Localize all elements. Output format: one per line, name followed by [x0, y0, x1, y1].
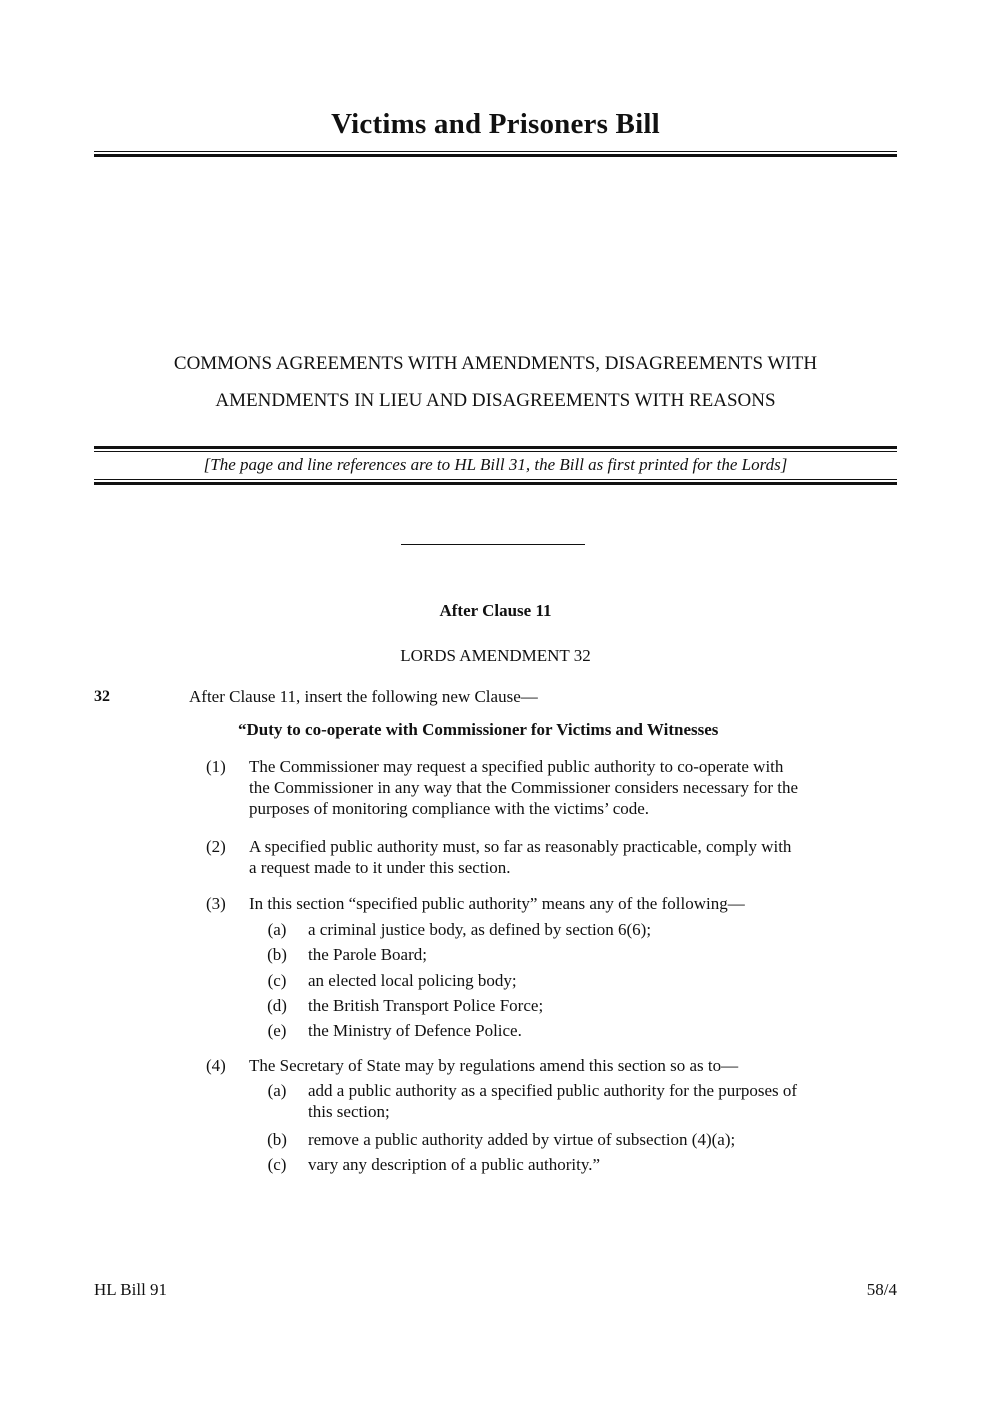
paragraph-number: (a)	[267, 1081, 287, 1100]
paragraph-line: this section;	[308, 1102, 390, 1121]
paragraph-text: a criminal justice body, as defined by section 6(6);	[308, 920, 652, 939]
footer-bill-number: HL Bill 91	[94, 1280, 168, 1299]
subsection-number: (1)	[206, 757, 226, 776]
paragraph-number: (d)	[267, 996, 287, 1015]
subsection-1	[206, 756, 897, 822]
subsection-line: purposes of monitoring compliance with the victims’ code.	[249, 799, 650, 818]
subsection-line: In this section “specified public authority” means any of the following—	[249, 894, 745, 913]
subsection-line: The Secretary of State may by regulations amend this section so as to—	[249, 1056, 739, 1075]
section-divider	[401, 544, 585, 545]
subsection-line: a request made to it under this section.	[249, 858, 511, 877]
amendment-intro: After Clause 11, insert the following new Clause—	[189, 687, 538, 706]
subsection-number: (4)	[206, 1056, 226, 1075]
paragraph-number: (b)	[267, 1130, 287, 1149]
reference-top-rule	[94, 446, 897, 452]
subtitle-line-2: AMENDMENTS IN LIEU AND DISAGREEMENTS WITH REASONS	[215, 390, 776, 411]
paragraph-text: the Parole Board;	[308, 945, 427, 964]
reference-bottom-rule	[94, 479, 897, 485]
title-double-rule	[94, 151, 897, 157]
subsection-line: the Commissioner in any way that the Commissioner considers necessary for the	[249, 778, 799, 797]
footer-print-reference: 58/4	[866, 1280, 897, 1299]
subsection-3	[206, 893, 897, 915]
section-heading: After Clause 11	[439, 601, 552, 620]
clause-title: “Duty to co-operate with Commissioner for Victims and Witnesses	[238, 720, 719, 739]
paragraph-number: (b)	[267, 945, 287, 964]
amendment-heading: LORDS AMENDMENT 32	[400, 646, 591, 665]
paragraph-number: (c)	[267, 971, 287, 990]
paragraph-text: vary any description of a public authority.”	[308, 1155, 601, 1174]
amendment-number: 32	[94, 688, 110, 705]
paragraph-text: the British Transport Police Force;	[308, 996, 544, 1015]
paragraph-number: (a)	[267, 920, 287, 939]
paragraph-line: add a public authority as a specified public authority for the purposes of	[308, 1081, 798, 1100]
subtitle-line-1: COMMONS AGREEMENTS WITH AMENDMENTS, DISAGREEMENTS WITH	[173, 353, 818, 374]
paragraph-number: (c)	[267, 1155, 287, 1174]
subsection-number: (3)	[206, 894, 226, 913]
subsection-line: A specified public authority must, so far as reasonably practicable, comply with	[249, 837, 792, 856]
paragraph-number: (e)	[267, 1021, 287, 1040]
subsection-line: The Commissioner may request a specified public authority to co-operate with	[249, 757, 784, 776]
paragraph-text: an elected local policing body;	[308, 971, 517, 990]
subsection-number: (2)	[206, 837, 226, 856]
reference-note: [The page and line references are to HL Bill 31, the Bill as first printed for the Lords]	[203, 455, 788, 474]
paragraph-4a	[265, 1080, 897, 1124]
subsection-4	[206, 1055, 897, 1077]
subsection-2	[206, 836, 897, 880]
paragraph-text: remove a public authority added by virtue of subsection (4)(a);	[308, 1130, 736, 1149]
document-title: Victims and Prisoners Bill	[331, 108, 660, 140]
paragraph-text: the Ministry of Defence Police.	[308, 1021, 522, 1040]
